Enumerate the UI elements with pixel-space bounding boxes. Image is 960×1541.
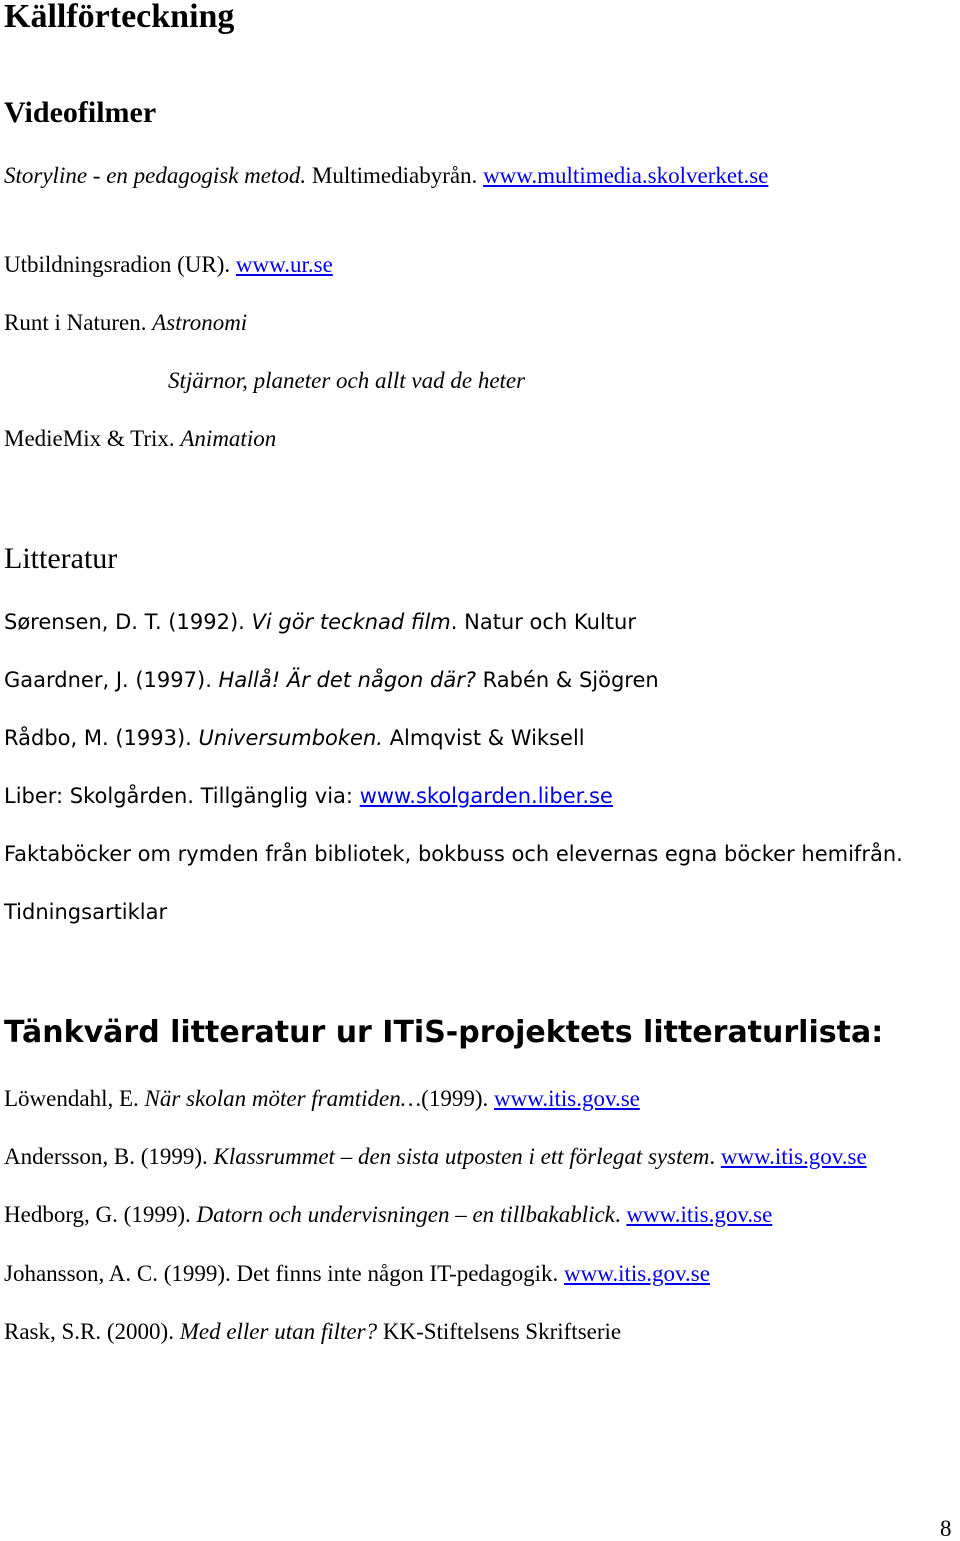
reference-author: Hedborg, G. (1999). <box>4 1202 197 1227</box>
itis-link[interactable]: www.itis.gov.se <box>493 1086 640 1111</box>
ur-link[interactable]: www.ur.se <box>235 252 333 277</box>
reference-faktabocker: Faktaböcker om rymden från bibliotek, bokbuss och elevernas egna böcker hemifrån. <box>4 842 903 866</box>
reference-publisher: Multimediabyrån. <box>306 163 484 188</box>
reference-publisher: Rabén & Sjögren <box>476 668 659 692</box>
reference-title: När skolan möter framtiden… <box>144 1086 422 1111</box>
storyline-link[interactable]: www.multimedia.skolverket.se <box>483 163 769 188</box>
reference-title: Hallå! Är det någon där? <box>218 668 476 692</box>
reference-label: Utbildningsradion (UR). <box>4 252 236 277</box>
reference-author: Andersson, B. (1999). <box>4 1144 214 1169</box>
reference-label: Runt i Naturen. <box>4 310 153 335</box>
reference-author: Löwendahl, E. <box>4 1086 145 1111</box>
reference-storyline <box>4 164 768 187</box>
reference-label: MedieMix & Trix. <box>4 426 181 451</box>
section-title-videofilmer: Videofilmer <box>4 96 157 129</box>
reference-title: Animation <box>180 426 277 451</box>
reference-publisher: KK-Stiftelsens Skriftserie <box>377 1319 622 1344</box>
reference-radbo <box>4 728 585 749</box>
reference-title: Astronomi <box>152 310 248 335</box>
reference-author-title: Johansson, A. C. (1999). Det finns inte någon IT-pedagogik. <box>4 1261 565 1286</box>
reference-tidningsartiklar: Tidningsartiklar <box>4 900 168 924</box>
reference-author: Rådbo, M. (1993). <box>4 726 199 750</box>
reference-liber <box>4 786 613 807</box>
reference-author: Sørensen, D. T. (1992). <box>4 610 252 634</box>
reference-gaardner <box>4 670 659 691</box>
reference-title: Klassrummet – den sista utposten i ett förlegat system <box>213 1144 710 1169</box>
itis-link[interactable]: www.itis.gov.se <box>564 1261 710 1286</box>
reference-separator: . <box>614 1202 627 1227</box>
reference-title: Storyline - en pedagogisk metod. <box>4 163 307 188</box>
reference-separator: . <box>709 1144 721 1169</box>
reference-johansson <box>4 1262 710 1285</box>
reference-sorensen <box>4 612 636 633</box>
reference-title: Universumboken. <box>198 726 383 750</box>
reference-title: Datorn och undervisningen – en tillbakablick <box>196 1202 615 1227</box>
page-number: 8 <box>940 1516 952 1541</box>
reference-andersson <box>4 1145 867 1168</box>
reference-title: Vi gör tecknad film <box>251 610 451 634</box>
reference-title: Med eller utan filter? <box>179 1319 378 1344</box>
skolgarden-link[interactable]: www.skolgarden.liber.se <box>359 784 613 808</box>
reference-author: Rask, S.R. (2000). <box>4 1319 180 1344</box>
reference-author: Gaardner, J. (1997). <box>4 668 219 692</box>
itis-link[interactable]: www.itis.gov.se <box>720 1144 867 1169</box>
reference-label: Liber: Skolgården. Tillgänglig via: <box>4 784 360 808</box>
section-title-litteratur: Litteratur <box>4 542 118 575</box>
section-title-itis: Tänkvärd litteratur ur ITiS-projektets litteraturlista: <box>4 1015 884 1050</box>
reference-year: (1999). <box>421 1086 494 1111</box>
reference-subtitle-text: Stjärnor, planeter och allt vad de heter <box>168 368 526 393</box>
reference-publisher: . Natur och Kultur <box>450 610 636 634</box>
reference-lowendahl <box>4 1087 640 1110</box>
reference-publisher: Almqvist & Wiksell <box>382 726 585 750</box>
reference-mediemix <box>4 427 276 450</box>
reference-runt-i-naturen <box>4 311 247 334</box>
page-heading: Källförteckning <box>4 0 235 35</box>
reference-rask <box>4 1320 621 1343</box>
itis-link[interactable]: www.itis.gov.se <box>626 1202 773 1227</box>
reference-hedborg <box>4 1203 772 1226</box>
reference-subtitle <box>168 369 525 392</box>
reference-ur <box>4 253 333 276</box>
